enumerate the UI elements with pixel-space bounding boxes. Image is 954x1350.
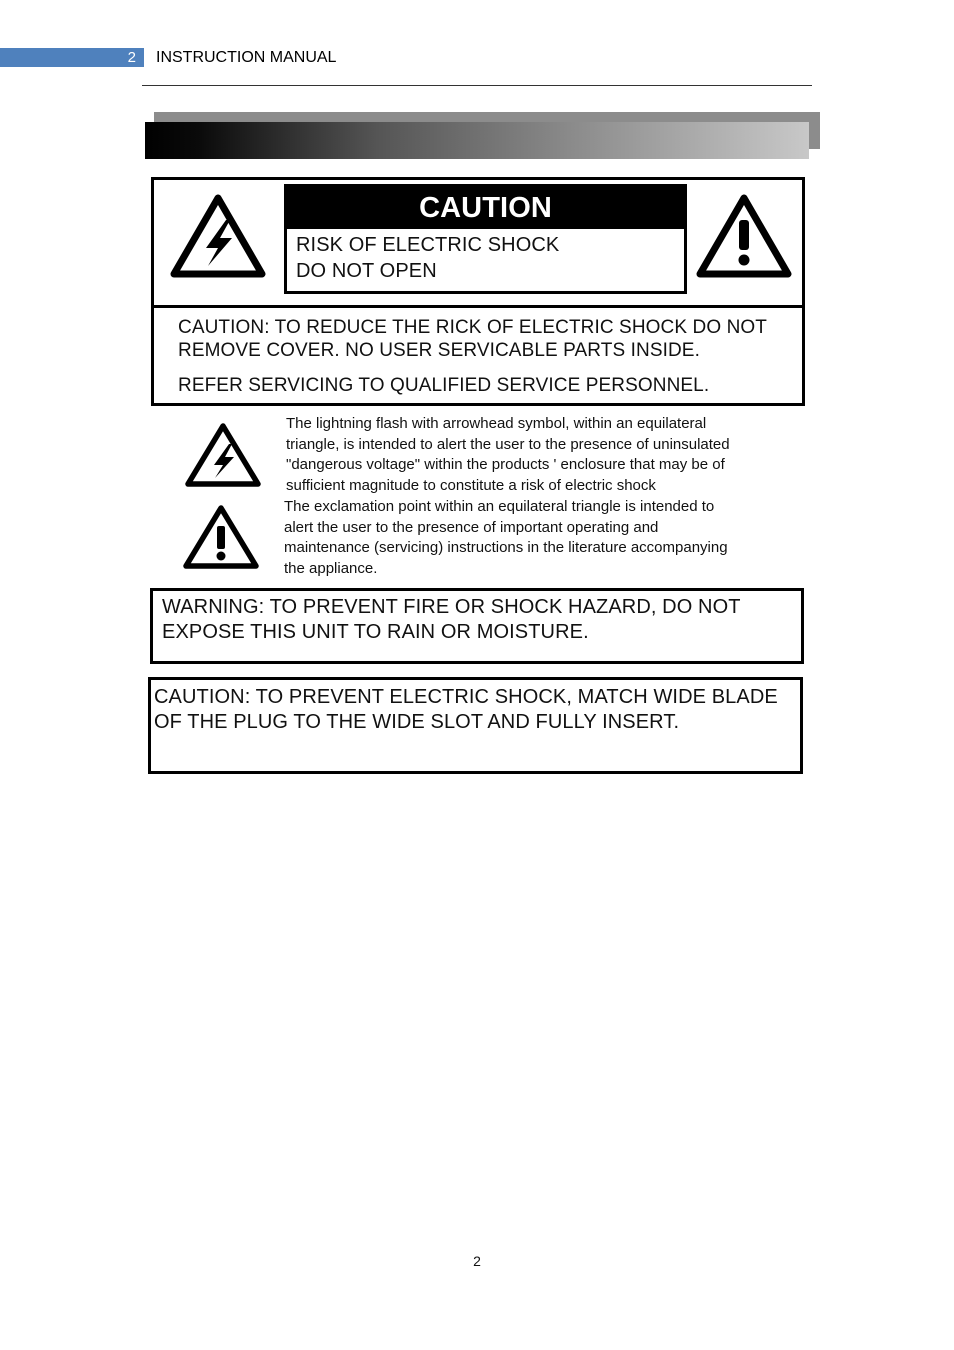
caution-panel <box>151 177 805 308</box>
plug-caution-line: CAUTION: TO PREVENT ELECTRIC SHOCK, MATCH WIDE BLADE <box>154 686 778 708</box>
lightning-triangle-icon <box>183 420 263 490</box>
warning-panel <box>150 588 804 664</box>
caution-text-line: REFER SERVICING TO QUALIFIED SERVICE PERSONNEL. <box>178 375 710 396</box>
plug-caution-line: OF THE PLUG TO THE WIDE SLOT AND FULLY INSERT. <box>154 711 680 733</box>
caution-label-line: DO NOT OPEN <box>296 260 437 282</box>
warning-line: EXPOSE THIS UNIT TO RAIN OR MOISTURE. <box>162 621 589 643</box>
exclamation-triangle-icon <box>181 502 261 572</box>
caution-label <box>284 184 687 294</box>
caution-text-line: CAUTION: TO REDUCE THE RICK OF ELECTRIC SHOCK DO NOT <box>178 317 767 338</box>
lightning-triangle-icon <box>168 190 268 280</box>
caution-label-line: RISK OF ELECTRIC SHOCK <box>296 234 560 256</box>
header-title: INSTRUCTION MANUAL <box>156 49 337 66</box>
caution-text-panel <box>151 305 805 406</box>
caution-text-line: REMOVE COVER. NO USER SERVICABLE PARTS INSIDE. <box>178 340 700 361</box>
header-rule <box>142 85 812 86</box>
caution-label-heading: CAUTION <box>287 187 684 229</box>
header-page-number: 2 <box>127 49 136 66</box>
exclamation-triangle-icon <box>694 190 794 280</box>
section-banner <box>145 122 809 159</box>
plug-caution-panel <box>148 677 803 774</box>
lightning-description: The lightning flash with arrowhead symbol, within an equilateral triangle, is intended to alert the user to the presence of uninsulated "dangerous voltage" within the products ' enclosure that may be of sufficient magnitude to constitute a risk of electric shock <box>286 415 730 494</box>
exclamation-description: The exclamation point within an equilateral triangle is intended to alert the user to the presence of important operating and maintenance (servicing) instructions in the literature accompanying the appliance. <box>284 498 728 577</box>
warning-line: WARNING: TO PREVENT FIRE OR SHOCK HAZARD, DO NOT <box>162 596 741 618</box>
footer-page-number: 2 <box>473 1253 481 1269</box>
